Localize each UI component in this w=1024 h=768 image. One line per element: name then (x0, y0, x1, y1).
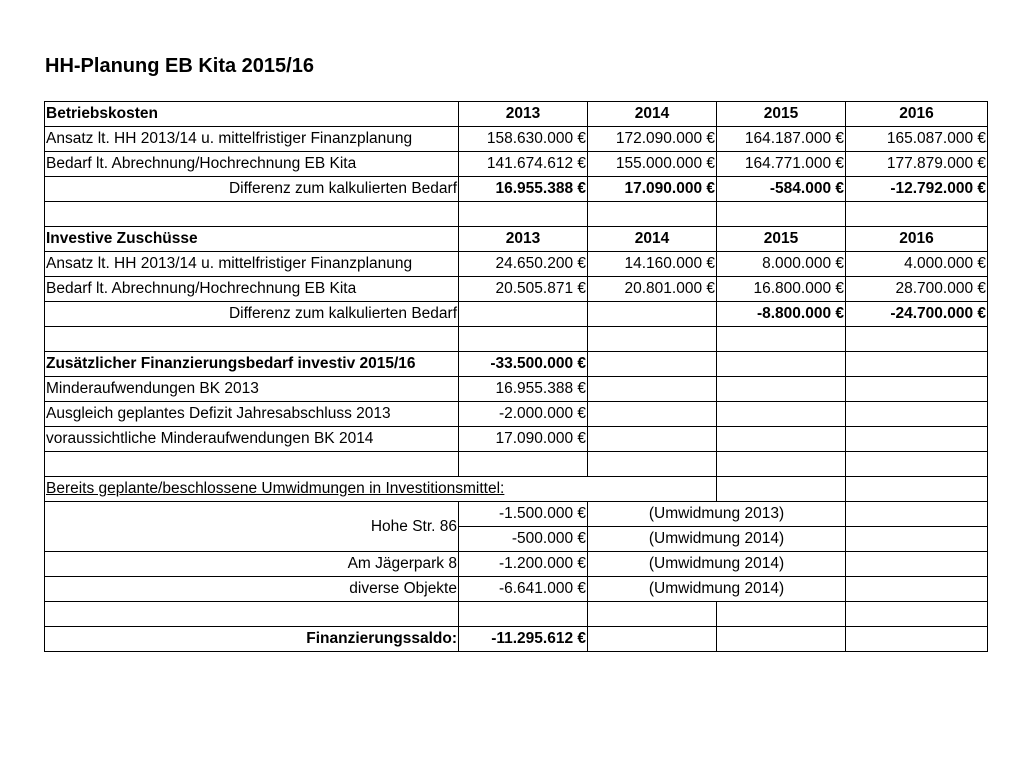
cell-value: 141.674.612 € (459, 152, 588, 177)
cell-empty (846, 427, 988, 452)
cell-empty (717, 427, 846, 452)
cell-empty (45, 452, 459, 477)
cell-empty (846, 577, 988, 602)
cell-label (45, 477, 717, 502)
table-row (45, 152, 988, 177)
cell-value: -1.200.000 € (459, 552, 588, 577)
cell-note: (Umwidmung 2014) (588, 577, 846, 602)
table-row (45, 127, 988, 152)
budget-table (44, 101, 988, 652)
cell-empty (45, 202, 459, 227)
cell-label: Ansatz lt. HH 2013/14 u. mittelfristiger Finanzplanung (45, 127, 459, 152)
cell-empty (588, 602, 717, 627)
cell-label: voraussichtliche Minderaufwendungen BK 2014 (45, 427, 459, 452)
cell-year: 2013 (459, 102, 588, 127)
cell-empty (717, 477, 846, 502)
cell-year: 2014 (588, 227, 717, 252)
table-row-betriebskosten-header (45, 102, 988, 127)
table-row-empty (45, 202, 988, 227)
cell-year: 2013 (459, 227, 588, 252)
cell-value: 164.187.000 € (717, 127, 846, 152)
cell-value (588, 302, 717, 327)
cell-year: 2016 (846, 227, 988, 252)
cell-label: Bedarf lt. Abrechnung/Hochrechnung EB Kita (45, 277, 459, 302)
cell-label: Finanzierungssaldo: (45, 627, 459, 652)
cell-value: 24.650.200 € (459, 252, 588, 277)
table-row (45, 577, 988, 602)
umwidmung-heading: Bereits geplante/beschlossene Umwidmungen in Investitionsmittel: (46, 480, 505, 497)
cell-empty (717, 377, 846, 402)
table-row-empty (45, 452, 988, 477)
cell-empty (588, 327, 717, 352)
cell-empty (846, 602, 988, 627)
cell-label: Differenz zum kalkulierten Bedarf (45, 302, 459, 327)
table-row-empty (45, 327, 988, 352)
cell-note: (Umwidmung 2014) (588, 552, 846, 577)
table-row-differenz (45, 302, 988, 327)
cell-value: 16.800.000 € (717, 277, 846, 302)
cell-empty (846, 527, 988, 552)
cell-note: (Umwidmung 2014) (588, 527, 846, 552)
cell-year: 2015 (717, 102, 846, 127)
cell-value: 4.000.000 € (846, 252, 988, 277)
page-title: HH-Planung EB Kita 2015/16 (45, 55, 314, 77)
cell-empty (717, 202, 846, 227)
cell-value: -2.000.000 € (459, 402, 588, 427)
cell-value: 158.630.000 € (459, 127, 588, 152)
cell-empty (846, 402, 988, 427)
table-row (45, 252, 988, 277)
cell-label: Zusätzlicher Finanzierungsbedarf investiv 2015/16 (45, 352, 459, 377)
cell-value: 17.090.000 € (459, 427, 588, 452)
cell-value: 164.771.000 € (717, 152, 846, 177)
cell-empty (846, 452, 988, 477)
cell-empty (717, 402, 846, 427)
cell-value: -12.792.000 € (846, 177, 988, 202)
cell-value: -24.700.000 € (846, 302, 988, 327)
cell-empty (846, 377, 988, 402)
cell-label: Ansatz lt. HH 2013/14 u. mittelfristiger Finanzplanung (45, 252, 459, 277)
cell-value: -1.500.000 € (459, 502, 588, 527)
cell-value (459, 302, 588, 327)
cell-empty (717, 602, 846, 627)
cell-label: Am Jägerpark 8 (45, 552, 459, 577)
cell-value: -584.000 € (717, 177, 846, 202)
cell-empty (588, 627, 717, 652)
cell-empty (846, 327, 988, 352)
table-row (45, 502, 988, 527)
cell-label: Betriebskosten (45, 102, 459, 127)
cell-empty (45, 327, 459, 352)
cell-empty (588, 352, 717, 377)
table-row (45, 402, 988, 427)
cell-label: Differenz zum kalkulierten Bedarf (45, 177, 459, 202)
cell-empty (717, 627, 846, 652)
cell-value: 155.000.000 € (588, 152, 717, 177)
cell-value: 16.955.388 € (459, 177, 588, 202)
table-row-saldo (45, 627, 988, 652)
cell-value: 8.000.000 € (717, 252, 846, 277)
cell-year: 2014 (588, 102, 717, 127)
cell-value: -6.641.000 € (459, 577, 588, 602)
table-row-empty (45, 602, 988, 627)
cell-empty (846, 502, 988, 527)
cell-label: diverse Objekte (45, 577, 459, 602)
cell-empty (846, 352, 988, 377)
cell-empty (588, 202, 717, 227)
table-row-differenz (45, 177, 988, 202)
cell-value: 20.801.000 € (588, 277, 717, 302)
cell-empty (588, 427, 717, 452)
cell-empty (717, 327, 846, 352)
cell-value: 17.090.000 € (588, 177, 717, 202)
table-row-umwidmung-header (45, 477, 988, 502)
cell-label: Hohe Str. 86 (45, 502, 459, 552)
cell-label: Minderaufwendungen BK 2013 (45, 377, 459, 402)
cell-year: 2015 (717, 227, 846, 252)
cell-empty (459, 327, 588, 352)
table-row (45, 427, 988, 452)
cell-empty (846, 202, 988, 227)
table-row (45, 552, 988, 577)
cell-empty (846, 627, 988, 652)
table-row (45, 277, 988, 302)
cell-value: -11.295.612 € (459, 627, 588, 652)
cell-year: 2016 (846, 102, 988, 127)
cell-empty (846, 552, 988, 577)
cell-empty (588, 452, 717, 477)
cell-note: (Umwidmung 2013) (588, 502, 846, 527)
cell-empty (846, 477, 988, 502)
cell-label: Bedarf lt. Abrechnung/Hochrechnung EB Kita (45, 152, 459, 177)
cell-value: -8.800.000 € (717, 302, 846, 327)
cell-label: Ausgleich geplantes Defizit Jahresabschluss 2013 (45, 402, 459, 427)
cell-empty (717, 452, 846, 477)
cell-empty (717, 352, 846, 377)
table-row-investiv-header (45, 227, 988, 252)
cell-value: -500.000 € (459, 527, 588, 552)
cell-empty (459, 452, 588, 477)
cell-empty (459, 202, 588, 227)
cell-empty (588, 377, 717, 402)
cell-value: 165.087.000 € (846, 127, 988, 152)
cell-value: 20.505.871 € (459, 277, 588, 302)
table-row-zusatz-header (45, 352, 988, 377)
cell-value: 28.700.000 € (846, 277, 988, 302)
cell-empty (45, 602, 459, 627)
cell-value: 177.879.000 € (846, 152, 988, 177)
table-row (45, 377, 988, 402)
cell-value: 14.160.000 € (588, 252, 717, 277)
cell-empty (588, 402, 717, 427)
cell-empty (459, 602, 588, 627)
cell-value: 16.955.388 € (459, 377, 588, 402)
cell-value: 172.090.000 € (588, 127, 717, 152)
cell-label: Investive Zuschüsse (45, 227, 459, 252)
cell-value: -33.500.000 € (459, 352, 588, 377)
